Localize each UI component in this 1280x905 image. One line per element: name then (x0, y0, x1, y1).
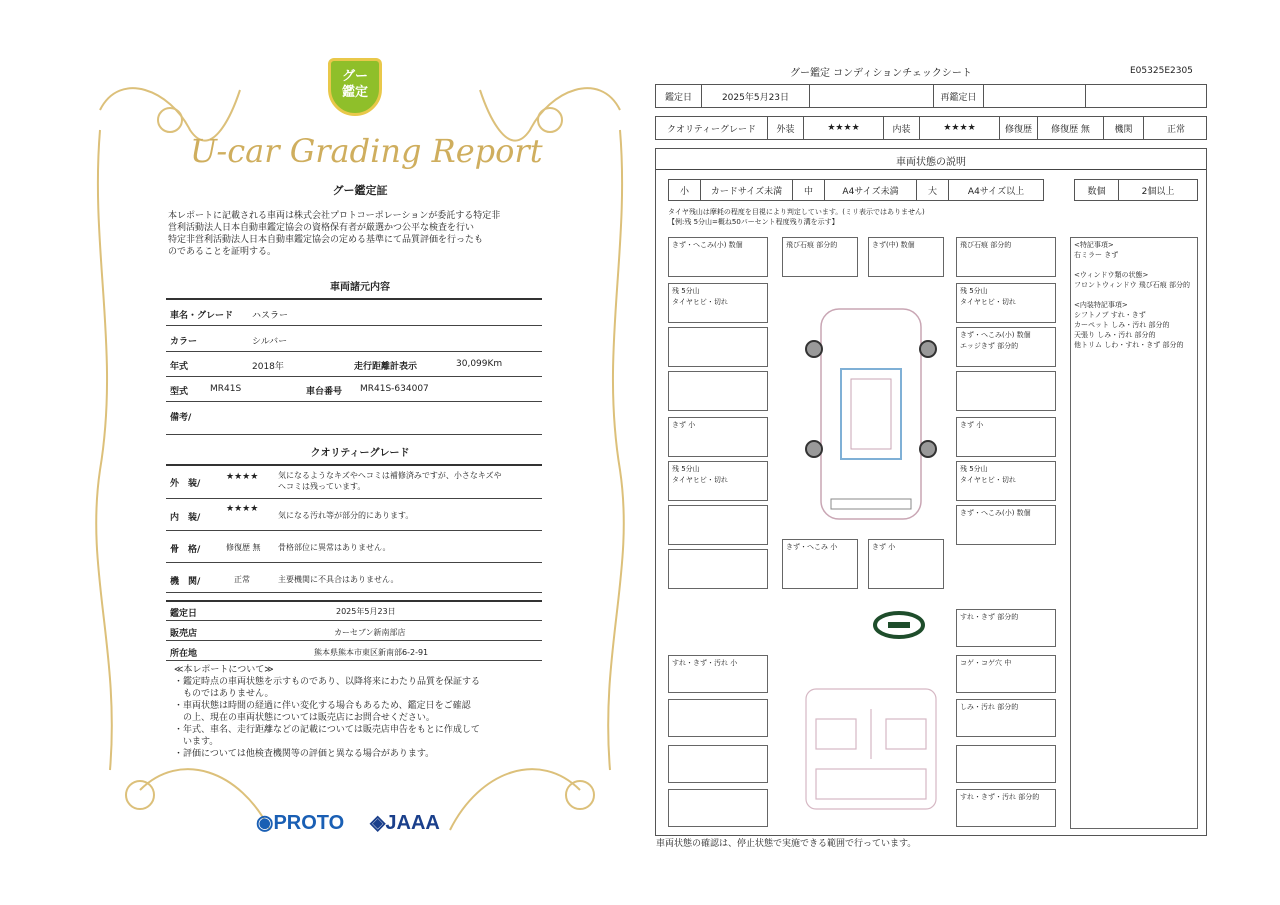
chassis-label: 車台番号 (306, 387, 343, 397)
sheet-title: グー鑑定 コンディションチェックシート (790, 68, 972, 79)
legend-mid-desc: A4サイズ未満 (825, 180, 917, 200)
empty-box (668, 549, 768, 589)
ext-stars: ★★★★ (804, 117, 884, 139)
date-value: 2025年5月23日 (336, 607, 396, 616)
badge-text: グー 鑑定 (341, 69, 368, 100)
steering-wheel-icon (872, 609, 926, 641)
intro-text: 本レポートに記載される車両は株式会社プロトコーポレーションが委託する特定非 営利活動法人日本自動車鑑定協会の資格保有者が厳選かつ公平な検査を行い 特定非営利活動法人日本自動車鑑定協会の定める基準にて品質評価を行ったも のであることを証明する。 (168, 211, 501, 257)
engine-label-r: 機関 (1104, 117, 1144, 139)
damage-box: きず・へこみ 小 (782, 539, 858, 589)
tire-box: 残 5分山 タイヤヒビ・切れ (956, 283, 1056, 323)
mileage-value: 30,099Km (456, 359, 503, 369)
engine-value-r: 正常 (1166, 124, 1185, 135)
redate-value (984, 85, 1086, 107)
legend-large: 大 (917, 180, 949, 200)
redate-label: 再鑑定日 (934, 85, 984, 107)
jaaa-logo: ◈JAAA (370, 812, 440, 834)
exterior-desc: 気になるようなキズやヘコミは補修済みですが、小さなキズや ヘコミは残っています。 (278, 471, 502, 491)
year-label: 年式 (170, 362, 189, 372)
date-row (655, 84, 1207, 108)
empty-box (956, 371, 1056, 411)
sheet-date-label: 鑑定日 (656, 85, 702, 107)
empty-box (668, 745, 768, 783)
engine-value: 正常 (234, 575, 250, 584)
tire-box: 残 5分山 タイヤヒビ・切れ (668, 461, 768, 501)
tire-box: 残 5分山 タイヤヒビ・切れ (956, 461, 1056, 501)
cert-title: グー鑑定証 (332, 184, 388, 197)
engine-label: 機 関/ (170, 577, 201, 587)
chassis-value: MR41S-634007 (360, 384, 429, 394)
damage-box: 飛び石痕 部分的 (956, 237, 1056, 277)
date-label: 鑑定日 (170, 609, 198, 619)
model-label: 型式 (170, 387, 189, 397)
interior-diagram (796, 669, 946, 819)
shop-label: 販売店 (170, 629, 198, 639)
empty-box (668, 371, 768, 411)
interior-box: しみ・汚れ 部分的 (956, 699, 1056, 737)
repair-value: 修復歴 無 (1038, 117, 1104, 139)
car-name-label: 車名・グレード (170, 311, 234, 321)
location-label: 所在地 (170, 649, 198, 659)
empty-box (668, 505, 768, 545)
frame-desc: 骨格部位に異常はありません。 (278, 543, 391, 552)
sheet-footer: 車両状態の確認は、停止状態で実施できる範囲で行っています。 (656, 839, 917, 849)
condition-sheet (650, 58, 1212, 848)
exterior-stars: ★★★★ (226, 472, 259, 482)
qg-label: クオリティーグレード (656, 117, 768, 139)
empty-box (668, 789, 768, 827)
jaaa-mark-icon: ◈ (370, 812, 386, 834)
interior-desc: 気になる汚れ等が部分的にあります。 (278, 511, 414, 520)
proto-mark-icon: ◉ (256, 812, 274, 834)
notes: ≪本レポートについて≫ ・鑑定時点の車両状態を示すものであり、以降将来にわたり品質を保証する ものではありません。 ・車両状態は時間の経過に伴い変化する場合もあるため、鑑定日をご確認 の上、現在の車両状態については販売店にお問合せください。 ・年式、車名、走行距離などの記載については販売店申告をもとに作成して います。 ・評価については他検査機関等の評価と異なる場合があります。 (174, 665, 481, 759)
empty-box (668, 327, 768, 367)
vehicle-section (655, 148, 1207, 836)
int-stars: ★★★★ (920, 117, 1000, 139)
proto-logo: ◉PROTO (256, 812, 345, 834)
car-name: ハスラー (252, 311, 289, 321)
size-legend (668, 179, 1044, 201)
blank-cell (810, 85, 934, 107)
shop-value: カーセブン新南部店 (334, 628, 406, 637)
tire-note-2: 【例:残 5分山=概ね50パーセント程度残り溝を示す】 (668, 218, 839, 226)
script-title: U-car Grading Report (190, 132, 543, 170)
special-notes-panel: <特記事項> 右ミラー きず <ウィンドウ類の状態> フロントウィンドウ 飛び石痕 部分的 <内装特記事項> シフトノブ すれ・きず カーペット しみ・汚れ 部分的 天張り しみ・汚れ 部分的 他トリム しわ・すれ・きず 部分的 (1070, 237, 1198, 829)
damage-box: きず 小 (956, 417, 1056, 457)
spec-title: 車両諸元内容 (330, 282, 390, 293)
interior-box: コゲ・コゲ穴 中 (956, 655, 1056, 693)
damage-box: きず(中) 数個 (868, 237, 944, 277)
quality-title: クオリティーグレード (310, 448, 410, 459)
grade-row (655, 116, 1207, 140)
damage-box: きず 小 (668, 417, 768, 457)
interior-box: すれ・きず・汚れ 小 (668, 655, 768, 693)
damage-box: きず・へこみ(小) 数個 (668, 237, 768, 277)
section-title: 車両状態の説明 (896, 157, 966, 168)
count-value: 2個以上 (1141, 186, 1175, 197)
remarks-label: 備考/ (170, 413, 192, 423)
count-legend (1074, 179, 1198, 201)
interior-stars: ★★★★ (226, 504, 259, 514)
ext-label: 外装 (768, 117, 804, 139)
frame-label: 骨 格/ (170, 545, 201, 555)
tire-note-1: タイヤ残山は摩耗の程度を目視により判定しています。(ミリ表示ではありません) (668, 208, 925, 216)
interior-label: 内 装/ (170, 513, 201, 523)
interior-box: すれ・きず 部分的 (956, 609, 1056, 647)
interior-box: すれ・きず・汚れ 部分的 (956, 789, 1056, 827)
frame-value: 修復歴 無 (226, 543, 261, 552)
location-value: 熊本県熊本市東区新南部6-2-91 (314, 648, 429, 657)
legend-small-desc: カードサイズ未満 (701, 180, 793, 200)
certificate-page (80, 50, 640, 850)
legend-mid: 中 (793, 180, 825, 200)
gu-badge (328, 58, 382, 116)
color-value: シルバー (252, 337, 288, 347)
damage-box: きず・へこみ(小) 数個 エッジきず 部分的 (956, 327, 1056, 367)
engine-desc: 主要機関に不具合はありません。 (278, 575, 399, 584)
year-value: 2018年 (252, 362, 284, 372)
empty-box (668, 699, 768, 737)
damage-box: 飛び石痕 部分的 (782, 237, 858, 277)
legend-small: 小 (669, 180, 701, 200)
tire-box: 残 5分山 タイヤヒビ・切れ (668, 283, 768, 323)
car-diagram (796, 299, 946, 529)
sheet-code: E05325E2305 (1130, 66, 1193, 76)
sheet-date: 2025年5月23日 (702, 85, 810, 107)
empty-box (956, 745, 1056, 783)
count-label: 数個 (1075, 180, 1119, 200)
int-label: 内装 (884, 117, 920, 139)
model-value: MR41S (210, 384, 242, 394)
color-label: カラー (170, 337, 198, 347)
legend-large-desc: A4サイズ以上 (967, 186, 1025, 197)
exterior-label: 外 装/ (170, 479, 201, 489)
repair-label: 修復歴 (1000, 117, 1038, 139)
damage-box: きず 小 (868, 539, 944, 589)
mileage-label: 走行距離計表示 (354, 362, 418, 372)
damage-box: きず・へこみ(小) 数個 (956, 505, 1056, 545)
